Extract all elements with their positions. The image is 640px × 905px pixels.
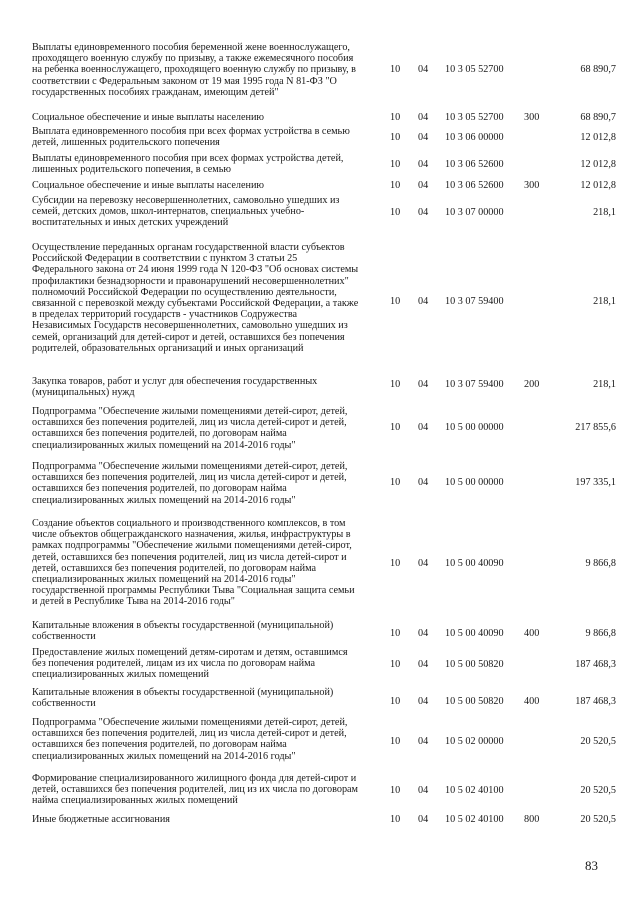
subsection-code: 04	[418, 558, 429, 569]
subsection-code: 04	[418, 477, 429, 488]
row-description: Создание объектов социального и производственного комплексов, в том числе объектов общегражданского назначения, жилья, инфраструктуры в рамках подпрограммы "Обеспечение жилыми помещениями детей-сирот, детей, оставшихся без попечения родителей, лиц из числа детей-сирот и детей, оставшихся без попечения родителей, по договорам найма специализированных жилых помещений на 2014-2016 годы" государственной программы Республики Тыва "Социальная защита семьи и детей в Республике Тыва на 2014-2016 годы"	[32, 518, 355, 608]
amount: 218,1	[593, 379, 616, 390]
row-description: Предоставление жилых помещений детям-сиротам и детям, оставшимся без попечения родителей, лицам из их числа по договорам найма специализированных жилых помещений	[32, 647, 348, 681]
target-article-code: 10 3 05 52700	[445, 112, 504, 123]
target-article-code: 10 5 00 50820	[445, 696, 504, 707]
target-article-code: 10 5 00 00000	[445, 422, 504, 433]
expense-type-code: 300	[524, 180, 540, 191]
section-code: 10	[390, 785, 401, 796]
amount: 218,1	[593, 207, 616, 218]
amount: 187 468,3	[575, 696, 616, 707]
amount: 9 866,8	[585, 628, 616, 639]
target-article-code: 10 3 06 52600	[445, 159, 504, 170]
section-code: 10	[390, 659, 401, 670]
section-code: 10	[390, 814, 401, 825]
row-description: Выплата единовременного пособия при всех формах устройства в семью детей, лишенных родительского попечения	[32, 126, 350, 149]
row-description: Осуществление переданных органам государственной власти субъектов Российской Федерации в соответствии с пунктом 3 статьи 25 Федерального закона от 24 июня 1999 года N 120-ФЗ "Об основах системы профилактики безнадзорности и правонарушений несовершеннолетних" полномочий Российской Федерации по осуществлению деятельности, связанной с перевозкой между субъектами Российской Федерации, а также в пределах территорий государств - участников Содружества Независимых Государств несовершеннолетних, самовольно ушедших из семей, организаций для детей-сирот и детей, оставшихся без попечения родителей, образовательных организаций и иных организаций	[32, 242, 359, 354]
target-article-code: 10 3 06 00000	[445, 132, 504, 143]
subsection-code: 04	[418, 207, 429, 218]
amount: 197 335,1	[575, 477, 616, 488]
section-code: 10	[390, 736, 401, 747]
subsection-code: 04	[418, 132, 429, 143]
row-description: Выплаты единовременного пособия беременной жене военнослужащего, проходящего военную службу по призыву, а также ежемесячного пособия на ребенка военнослужащего, проходящего военную службу по призыву, в соответствии с Федеральным законом от 19 мая 1995 года N 81-ФЗ "О государственных пособиях гражданам, имеющим детей"	[32, 42, 356, 98]
section-code: 10	[390, 296, 401, 307]
row-description: Подпрограмма "Обеспечение жилыми помещениями детей-сирот, детей, оставшихся без попечения родителей, лиц из числа детей-сирот и детей, оставшихся без попечения родителей, по договорам найма специализированных жилых помещений на 2014-2016 годы"	[32, 717, 348, 762]
row-description: Иные бюджетные ассигнования	[32, 814, 170, 825]
amount: 20 520,5	[580, 814, 616, 825]
expense-type-code: 800	[524, 814, 540, 825]
section-code: 10	[390, 379, 401, 390]
page-number: 83	[585, 858, 598, 873]
amount: 20 520,5	[580, 736, 616, 747]
row-description: Формирование специализированного жилищного фонда для детей-сирот и детей, оставшихся без попечения родителей, лиц из их числа по договорам найма специализированных жилых помещений	[32, 773, 359, 807]
section-code: 10	[390, 207, 401, 218]
section-code: 10	[390, 477, 401, 488]
amount: 9 866,8	[585, 558, 616, 569]
section-code: 10	[390, 64, 401, 75]
target-article-code: 10 5 00 40090	[445, 628, 504, 639]
section-code: 10	[390, 112, 401, 123]
section-code: 10	[390, 132, 401, 143]
amount: 12 012,8	[580, 159, 616, 170]
subsection-code: 04	[418, 659, 429, 670]
row-description: Социальное обеспечение и иные выплаты населению	[32, 112, 265, 123]
amount: 217 855,6	[575, 422, 616, 433]
row-description: Капитальные вложения в объекты государственной (муниципальной) собственности	[32, 687, 334, 710]
row-description: Подпрограмма "Обеспечение жилыми помещениями детей-сирот, детей, оставшихся без попечения родителей, лиц из числа детей-сирот и детей, оставшихся без попечения родителей, по договорам найма специализированных жилых помещений на 2014-2016 годы"	[32, 406, 348, 451]
row-description: Выплаты единовременного пособия при всех формах устройства детей, лишенных родительского попечения, в семью	[32, 153, 344, 176]
target-article-code: 10 5 00 00000	[445, 477, 504, 488]
subsection-code: 04	[418, 696, 429, 707]
section-code: 10	[390, 558, 401, 569]
row-description: Закупка товаров, работ и услуг для обеспечения государственных (муниципальных) нужд	[32, 376, 318, 399]
amount: 68 890,7	[580, 112, 616, 123]
subsection-code: 04	[418, 296, 429, 307]
amount: 187 468,3	[575, 659, 616, 670]
amount: 20 520,5	[580, 785, 616, 796]
subsection-code: 04	[418, 64, 429, 75]
expense-type-code: 400	[524, 696, 540, 707]
section-code: 10	[390, 180, 401, 191]
row-description: Субсидии на перевозку несовершеннолетних, самовольно ушедших из семей, детских домов, школ-интернатов, специальных учебно- воспитательных и иных детских учреждений	[32, 195, 340, 229]
subsection-code: 04	[418, 180, 429, 191]
target-article-code: 10 5 02 40100	[445, 814, 504, 825]
target-article-code: 10 5 02 00000	[445, 736, 504, 747]
row-description: Социальное обеспечение и иные выплаты населению	[32, 180, 265, 191]
target-article-code: 10 3 05 52700	[445, 64, 504, 75]
section-code: 10	[390, 628, 401, 639]
subsection-code: 04	[418, 628, 429, 639]
expense-type-code: 400	[524, 628, 540, 639]
section-code: 10	[390, 159, 401, 170]
section-code: 10	[390, 422, 401, 433]
amount: 218,1	[593, 296, 616, 307]
expense-type-code: 200	[524, 379, 540, 390]
subsection-code: 04	[418, 814, 429, 825]
row-description: Капитальные вложения в объекты государственной (муниципальной) собственности	[32, 620, 334, 643]
section-code: 10	[390, 696, 401, 707]
amount: 12 012,8	[580, 132, 616, 143]
target-article-code: 10 5 00 40090	[445, 558, 504, 569]
target-article-code: 10 3 07 59400	[445, 379, 504, 390]
subsection-code: 04	[418, 785, 429, 796]
amount: 68 890,7	[580, 64, 616, 75]
subsection-code: 04	[418, 736, 429, 747]
subsection-code: 04	[418, 159, 429, 170]
target-article-code: 10 5 00 50820	[445, 659, 504, 670]
target-article-code: 10 3 06 52600	[445, 180, 504, 191]
row-description: Подпрограмма "Обеспечение жилыми помещениями детей-сирот, детей, оставшихся без попечения родителей, лиц из числа детей-сирот и детей, оставшихся без попечения родителей, по договорам найма специализированных жилых помещений на 2014-2016 годы"	[32, 461, 348, 506]
target-article-code: 10 3 07 00000	[445, 207, 504, 218]
expense-type-code: 300	[524, 112, 540, 123]
subsection-code: 04	[418, 422, 429, 433]
target-article-code: 10 5 02 40100	[445, 785, 504, 796]
subsection-code: 04	[418, 112, 429, 123]
subsection-code: 04	[418, 379, 429, 390]
amount: 12 012,8	[580, 180, 616, 191]
target-article-code: 10 3 07 59400	[445, 296, 504, 307]
